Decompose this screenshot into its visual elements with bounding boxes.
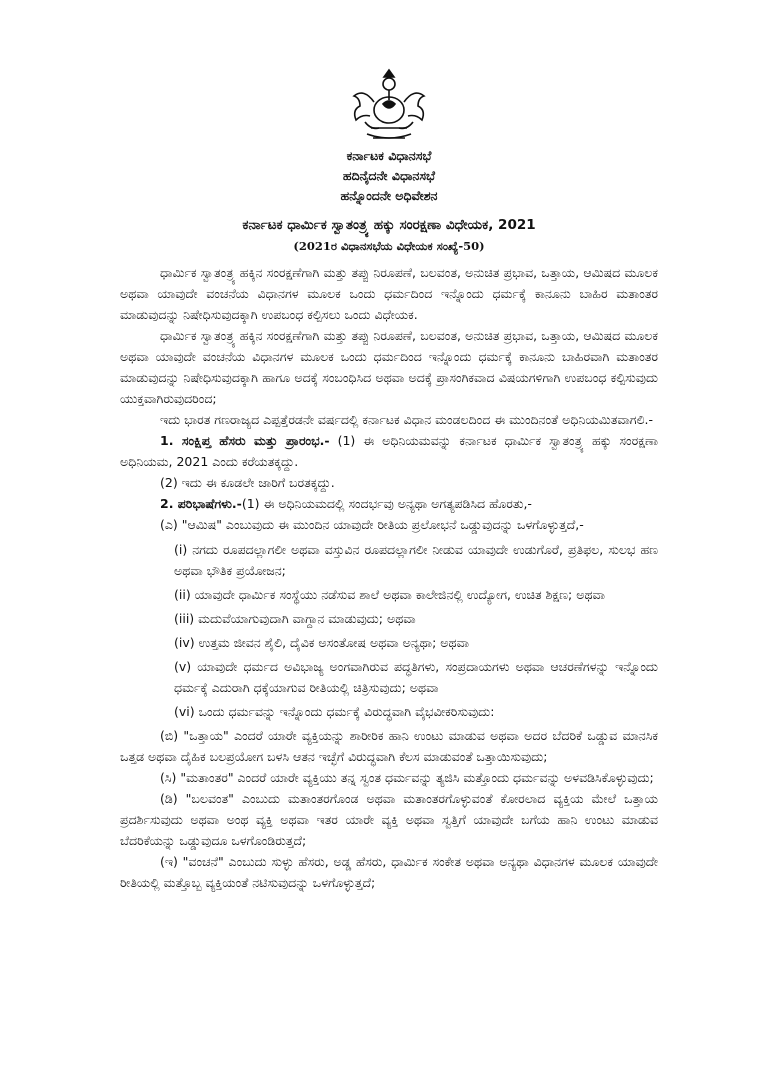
definition-b: (ಬಿ) "ಒತ್ತಾಯ" ಎಂದರೆ ಯಾರೇ ವ್ಯಕ್ತಿಯನ್ನು ಶಾರೀರಿಕ ಹಾನಿ ಉಂಟು ಮಾಡುವ ಅಥವಾ ಅದರ ಬೆದರಿಕೆ ಒಡ್ಡುವ ಮಾನಸಿಕ ಒತ್ತಡ ಅಥವಾ ದೈಹಿಕ ಬಲಪ್ರಯೋಗ ಬಳಸಿ ಆತನ ಇಚ್ಛೆಗೆ ವಿರುದ್ಧವಾಗಿ ಕೆಲಸ ಮಾಡುವಂತೆ ಒತ್ತಾಯಿಸುವುದು; xyxy=(120,728,658,764)
definition-c: (ಸಿ) "ಮತಾಂತರ" ಎಂದರೆ ಯಾರೇ ವ್ಯಕ್ತಿಯು ತನ್ನ ಸ್ವಂತ ಧರ್ಮವನ್ನು ತ್ಯಜಿಸಿ ಮತ್ತೊಂದು ಧರ್ಮವನ್ನು ಅಳವಡಿಸಿಕೊಳ್ಳುವುದು; xyxy=(160,770,654,785)
list-item: (iii) ಮದುವೆಯಾಗುವುದಾಗಿ ವಾಗ್ದಾನ ಮಾಡುವುದು; ಅಥವಾ xyxy=(174,611,416,626)
section-2-text: (1) ಈ ಅಧಿನಿಯಮದಲ್ಲಿ ಸಂದರ್ಭವು ಅನ್ಯಥಾ ಅಗತ್ಯಪಡಿಸಿದ ಹೊರತು,- xyxy=(241,496,532,511)
definition-a-items xyxy=(174,539,658,722)
list-item: (iv) ಉತ್ತಮ ಜೀವನ ಶೈಲಿ, ದೈವಿಕ ಅಸಂತೋಷ ಅಥವಾ ಅನ್ಯಥಾ; ಅಥವಾ xyxy=(174,635,470,650)
bill-title: ಕರ್ನಾಟಕ ಧಾರ್ಮಿಕ ಸ್ವಾತಂತ್ರ್ಯ ಹಕ್ಕು ಸಂರಕ್ಷಣಾ ವಿಧೇಯಕ, 2021 xyxy=(242,217,536,233)
section-1 xyxy=(120,430,658,472)
definition-a: (ಎ) "ಆಮಿಷ" ಎಂಬುವುದು ಈ ಮುಂದಿನ ಯಾವುದೇ ರೀತಿಯ ಪ್ರಲೋಭನೆ ಒಡ್ಡುವುದನ್ನು ಒಳಗೊಳ್ಳುತ್ತದೆ,- xyxy=(160,517,584,532)
definition-e: (ಇ) "ವಂಚನೆ" ಎಂಬುದು ಸುಳ್ಳು ಹೆಸರು, ಅಡ್ಡ ಹೆಸರು, ಧಾರ್ಮಿಕ ಸಂಕೇತ ಅಥವಾ ಅನ್ಯಥಾ ವಿಧಾನಗಳ ಮೂಲಕ ಯಾವುದೇ ರೀತಿಯಲ್ಲಿ ಮತ್ತೊಬ್ಬ ವ್ಯಕ್ತಿಯಂತೆ ನಟಿಸುವುದನ್ನು ಒಳಗೊಳ್ಳುತ್ತದೆ; xyxy=(120,854,658,890)
list-item: (vi) ಒಂದು ಧರ್ಮವನ್ನು ಇನ್ನೊಂದು ಧರ್ಮಕ್ಕೆ ವಿರುದ್ಧವಾಗಿ ವೈಭವೀಕರಿಸುವುದು: xyxy=(174,704,495,719)
whereas-clause: ಧಾರ್ಮಿಕ ಸ್ವಾತಂತ್ರ್ಯ ಹಕ್ಕಿನ ಸಂರಕ್ಷಣೆಗಾಗಿ ಮತ್ತು ತಪ್ಪು ನಿರೂಪಣೆ, ಬಲವಂತ, ಅನುಚಿತ ಪ್ರಭಾವ, ಒತ್ತಾಯ, ಆಮಿಷದ ಮೂಲಕ ಅಥವಾ ಯಾವುದೇ ವಂಚನೆಯ ವಿಧಾನಗಳ ಮೂಲಕ ಒಂದು ಧರ್ಮದಿಂದ ಇನ್ನೊಂದು ಧರ್ಮಕ್ಕೆ ಕಾನೂನು ಬಾಹಿರವಾಗಿ ಮತಾಂತರ ಮಾಡುವುದನ್ನು ನಿಷೇಧಿಸುವುದಕ್ಕಾಗಿ ಹಾಗೂ ಅದಕ್ಕೆ ಸಂಬಂಧಿಸಿದ ಅಥವಾ ಅದಕ್ಕೆ ಪ್ರಾಸಂಗಿಕವಾದ ವಿಷಯಗಳಿಗಾಗಿ ಉಪಬಂಧ ಕಲ್ಪಿಸುವುದು ಯುಕ್ತವಾಗಿರುವುದರಿಂದ; xyxy=(120,328,658,406)
section-1-heading: 1. ಸಂಕ್ಷಿಪ್ತ ಹೆಸರು ಮತ್ತು ಪ್ರಾರಂಭ.- xyxy=(160,433,330,448)
assembly-term: ಹದಿನೈದನೇ ವಿಧಾನಸಭೆ xyxy=(342,168,436,183)
bill-number: (2021ರ ವಿಧಾನಸಭೆಯ ವಿಧೇಯಕ ಸಂಖ್ಯೆ-50) xyxy=(293,239,485,253)
section-2-heading: 2. ಪರಿಭಾಷೆಗಳು.- xyxy=(160,496,242,511)
bill-preamble: ಧಾರ್ಮಿಕ ಸ್ವಾತಂತ್ರ್ಯ ಹಕ್ಕಿನ ಸಂರಕ್ಷಣೆಗಾಗಿ ಮತ್ತು ತಪ್ಪು ನಿರೂಪಣೆ, ಬಲವಂತ, ಅನುಚಿತ ಪ್ರಭಾವ, ಒತ್ತಾಯ, ಆಮಿಷದ ಮೂಲಕ ಅಥವಾ ಯಾವುದೇ ವಂಚನೆಯ ವಿಧಾನಗಳ ಮೂಲಕ ಒಂದು ಧರ್ಮದಿಂದ ಇನ್ನೊಂದು ಧರ್ಮಕ್ಕೆ ಕಾನೂನು ಬಾಹಿರ ಮತಾಂತರ ಮಾಡುವುದನ್ನು ನಿಷೇಧಿಸುವುದಕ್ಕಾಗಿ ಉಪಬಂಧ ಕಲ್ಪಿಸಲು ಒಂದು ವಿಧೇಯಕ. xyxy=(120,265,658,322)
session-name: ಹನ್ನೊಂದನೇ ಅಧಿವೇಶನ xyxy=(340,188,438,203)
enacting-clause: ಇದು ಭಾರತ ಗಣರಾಜ್ಯದ ಎಪ್ಪತ್ತೆರಡನೇ ವರ್ಷದಲ್ಲಿ ಕರ್ನಾಟಕ ವಿಧಾನ ಮಂಡಲದಿಂದ ಈ ಮುಂದಿನಂತೆ ಅಧಿನಿಯಮಿತವಾಗಲಿ.- xyxy=(160,412,654,427)
document-page xyxy=(0,64,770,1088)
section-2 xyxy=(120,493,658,514)
section-1-2: (2) ಇದು ಈ ಕೂಡಲೇ ಜಾರಿಗೆ ಬರತಕ್ಕದ್ದು. xyxy=(160,475,335,490)
assembly-name: ಕರ್ನಾಟಕ ವಿಧಾನಸಭೆ xyxy=(346,148,432,163)
list-item: (v) ಯಾವುದೇ ಧರ್ಮದ ಅವಿಭಾಜ್ಯ ಅಂಗವಾಗಿರುವ ಪದ್ಧತಿಗಳು, ಸಂಪ್ರದಾಯಗಳು ಅಥವಾ ಆಚರಣೆಗಳನ್ನು ಇನ್ನೊಂದು ಧರ್ಮಕ್ಕೆ ಎದುರಾಗಿ ಧಕ್ಕೆಯಾಗುವ ರೀತಿಯಲ್ಲಿ ಚಿತ್ರಿಸುವುದು; ಅಥವಾ xyxy=(174,659,658,695)
list-item: (ii) ಯಾವುದೇ ಧಾರ್ಮಿಕ ಸಂಸ್ಥೆಯು ನಡೆಸುವ ಶಾಲೆ ಅಥವಾ ಕಾಲೇಜಿನಲ್ಲಿ ಉದ್ಯೋಗ, ಉಚಿತ ಶಿಕ್ಷಣ; ಅಥವಾ xyxy=(174,587,605,602)
state-emblem-icon xyxy=(343,64,435,142)
definition-d: (ಡಿ) "ಬಲವಂತ" ಎಂಬುದು ಮತಾಂತರಗೊಂಡ ಅಥವಾ ಮತಾಂತರಗೊಳ್ಳುವಂತೆ ಕೋರಲಾದ ವ್ಯಕ್ತಿಯ ಮೇಲೆ ಒತ್ತಾಯ ಪ್ರದರ್ಶಿಸುವುದು ಅಥವಾ ಅಂಥ ವ್ಯಕ್ತಿ ಅಥವಾ ಇತರ ಯಾರೇ ವ್ಯಕ್ತಿ ಅಥವಾ ಸ್ವತ್ತಿಗೆ ಯಾವುದೇ ಬಗೆಯ ಹಾನಿ ಉಂಟು ಮಾಡುವ ಬೆದರಿಕೆಯನ್ನು ಒಡ್ಡುವುದೂ ಒಳಗೊಂಡಿರುತ್ತದೆ; xyxy=(120,791,658,848)
list-item: (i) ನಗದು ರೂಪದಲ್ಲಾಗಲೀ ಅಥವಾ ವಸ್ತುವಿನ ರೂಪದಲ್ಲಾಗಲೀ ನೀಡುವ ಯಾವುದೇ ಉಡುಗೊರೆ, ಪ್ರತಿಫಲ, ಸುಲಭ ಹಣ ಅಥವಾ ಭೌತಿಕ ಪ್ರಯೋಜನ; xyxy=(174,542,658,578)
section-1-text: (1) ಈ ಅಧಿನಿಯಮವನ್ನು ಕರ್ನಾಟಕ ಧಾರ್ಮಿಕ ಸ್ವಾತಂತ್ರ್ಯ ಹಕ್ಕು ಸಂರಕ್ಷಣಾ ಅಧಿನಿಯಮ, 2021 ಎಂದು ಕರೆಯತಕ್ಕದ್ದು. xyxy=(120,433,658,469)
